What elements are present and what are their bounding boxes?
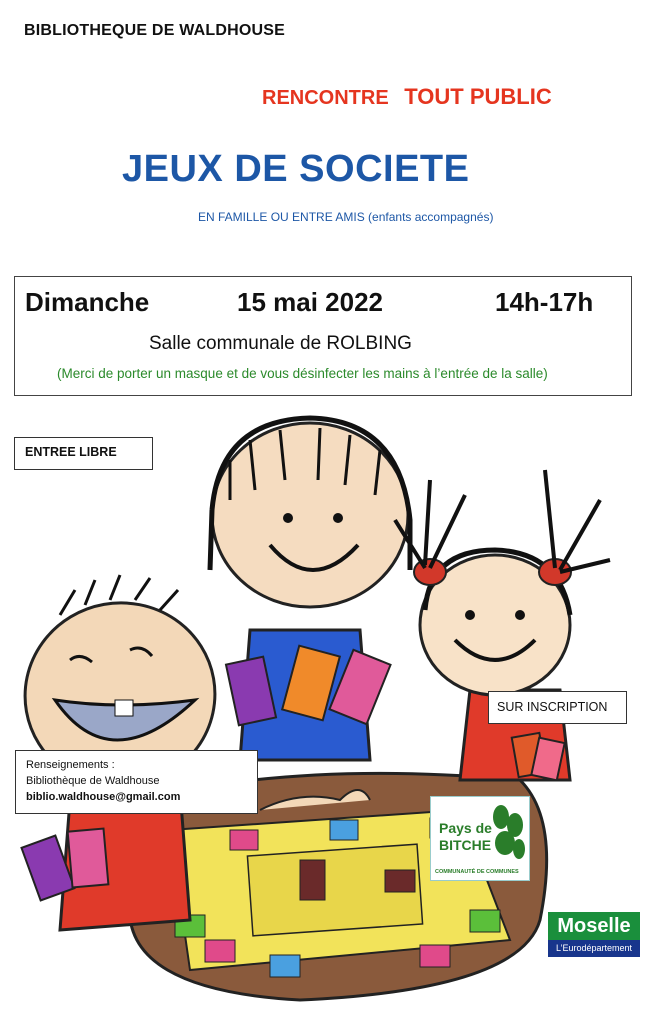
event-hours: 14h-17h (495, 287, 594, 317)
contact-email: biblio.waldhouse@gmail.com (26, 791, 181, 803)
event-date: 15 mai 2022 (237, 287, 384, 317)
registration-badge: SUR INSCRIPTION (488, 691, 627, 724)
contact-label: Renseignements : (26, 759, 115, 771)
free-entry-badge: ENTREE LIBRE (14, 437, 153, 470)
event-subtitle: EN FAMILLE OU ENTRE AMIS (enfants accompagnés) (198, 210, 494, 224)
event-venue: Salle communale de ROLBING (149, 333, 412, 354)
contact-org: Bibliothèque de Waldhouse (26, 775, 160, 787)
eurodepartement-text: L’Eurodépartement (548, 940, 640, 957)
kicker-rencontre: RENCONTRE (262, 87, 389, 109)
moselle-logo (548, 912, 640, 957)
tree-icon (489, 803, 527, 863)
event-details-box (14, 276, 632, 396)
library-name: BIBLIOTHEQUE DE WALDHOUSE (24, 22, 286, 39)
communaute-text: COMMUNAUTÉ DE COMMUNES (435, 869, 519, 875)
event-day: Dimanche (25, 287, 150, 317)
event-title: JEUX DE SOCIETE (122, 148, 470, 190)
bitche-text: BITCHE (439, 837, 492, 853)
kicker-tout-public: TOUT PUBLIC (404, 84, 552, 109)
pays-de-text: Pays de (439, 820, 492, 836)
health-notice: (Merci de porter un masque et de vous désinfecter les mains à l’entrée de la salle) (57, 366, 548, 381)
moselle-text: Moselle (548, 912, 640, 940)
pays-de-bitche-logo (430, 796, 530, 881)
contact-box (15, 750, 258, 814)
event-kicker (262, 84, 562, 110)
